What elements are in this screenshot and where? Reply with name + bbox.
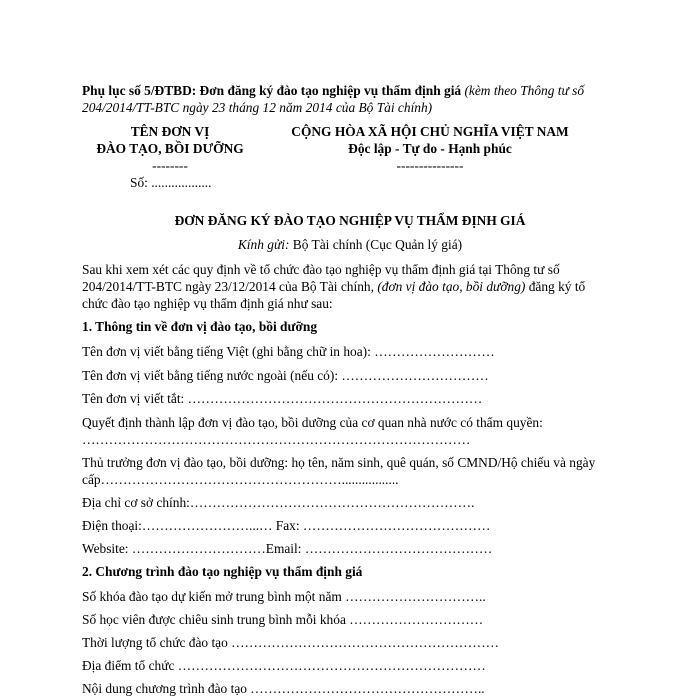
intro-line2-placeholder: (đơn vị đào tạo, bồi dưỡng) bbox=[377, 279, 526, 294]
org-divider: -------- bbox=[152, 158, 188, 173]
salutation-recipient: Bộ Tài chính (Cục Quản lý giá) bbox=[289, 237, 463, 252]
republic-name: CỘNG HÒA XÃ HỘI CHỦ NGHĨA VIỆT NAM bbox=[291, 124, 569, 139]
field-establishment-decision: Quyết định thành lập đơn vị đào tạo, bồi dưỡng của cơ quan nhà nước có thẩm quyền: bbox=[82, 415, 543, 430]
field-training-duration: Thời lượng tổ chức đào tạo …………………………………………………… bbox=[82, 635, 499, 650]
salutation bbox=[0, 238, 700, 251]
field-head-of-unit: Thủ trưởng đơn vị đào tạo, bồi dưỡng: họ tên, năm sinh, quê quán, số CMND/Hộ chiếu và ngày bbox=[82, 455, 596, 470]
appendix-title: Phụ lục số 5/ĐTBD: Đơn đăng ký đào tạo nghiệp vụ thẩm định giá bbox=[82, 83, 462, 98]
field-establishment-decision-blank: …………………………………………………………………………… bbox=[82, 432, 471, 447]
field-org-abbreviation: Tên đơn vị viết tắt: ………………………………………………………… bbox=[82, 391, 483, 406]
field-training-content: Nội dung chương trình đào tạo …………………………………………….. bbox=[82, 681, 485, 696]
org-name-line1: TÊN ĐƠN VỊ bbox=[130, 124, 210, 139]
section2-heading: 2. Chương trình đào tạo nghiệp vụ thẩm định giá bbox=[82, 564, 363, 579]
field-training-location: Địa điểm tổ chức …………………………………………………………… bbox=[82, 658, 486, 673]
field-website-email: Website: …………………………Email: …………………………………… bbox=[82, 541, 493, 556]
document-number: Số: .................. bbox=[130, 175, 212, 190]
section1-heading: 1. Thông tin về đơn vị đào tạo, bồi dưỡng bbox=[82, 319, 318, 334]
national-motto: Độc lập - Tự do - Hạnh phúc bbox=[348, 141, 512, 156]
salutation-prefix: Kính gửi: bbox=[237, 237, 290, 252]
org-name-line2: ĐÀO TẠO, BỒI DƯỠNG bbox=[96, 141, 244, 156]
document-title: ĐƠN ĐĂNG KÝ ĐÀO TẠO NGHIỆP VỤ THẨM ĐỊNH GIÁ bbox=[174, 213, 526, 228]
field-head-of-unit-blank: cấp………………………………………………................. bbox=[82, 472, 399, 487]
field-org-name-vietnamese: Tên đơn vị viết bằng tiếng Việt (ghi bằng chữ in hoa): ……………………… bbox=[82, 344, 495, 359]
intro-line2-end: đăng ký tổ bbox=[525, 279, 586, 294]
intro-line3: chức đào tạo nghiệp vụ thẩm định giá như sau: bbox=[82, 296, 333, 311]
appendix-reference: (kèm theo Thông tư số bbox=[461, 83, 585, 98]
field-org-name-foreign: Tên đơn vị viết bằng tiếng nước ngoài (nếu có): …………………………… bbox=[82, 368, 489, 383]
intro-line2 bbox=[82, 280, 585, 293]
intro-line2-start: 204/2014/TT-BTC ngày 23/12/2014 của Bộ Tài chính, bbox=[82, 279, 378, 294]
field-students-per-course: Số học viên được chiêu sinh trung bình mỗi khóa ………………………… bbox=[82, 612, 484, 627]
intro-line1: Sau khi xem xét các quy định về tổ chức đào tạo nghiệp vụ thẩm định giá tại Thông tư số bbox=[82, 262, 560, 277]
field-courses-per-year: Số khóa đào tạo dự kiến mở trung bình một năm ………………………….. bbox=[82, 589, 486, 604]
appendix-header-line1 bbox=[82, 84, 584, 97]
motto-divider: --------------- bbox=[396, 158, 464, 173]
appendix-header-line2: 204/2014/TT-BTC ngày 23 tháng 12 năm 2014 của Bộ Tài chính) bbox=[82, 100, 433, 115]
field-phone-fax: Điện thoại:……………………...… Fax: …………………………………… bbox=[82, 518, 491, 533]
field-main-address: Địa chỉ cơ sở chính:………………………………………………………. bbox=[82, 495, 475, 510]
